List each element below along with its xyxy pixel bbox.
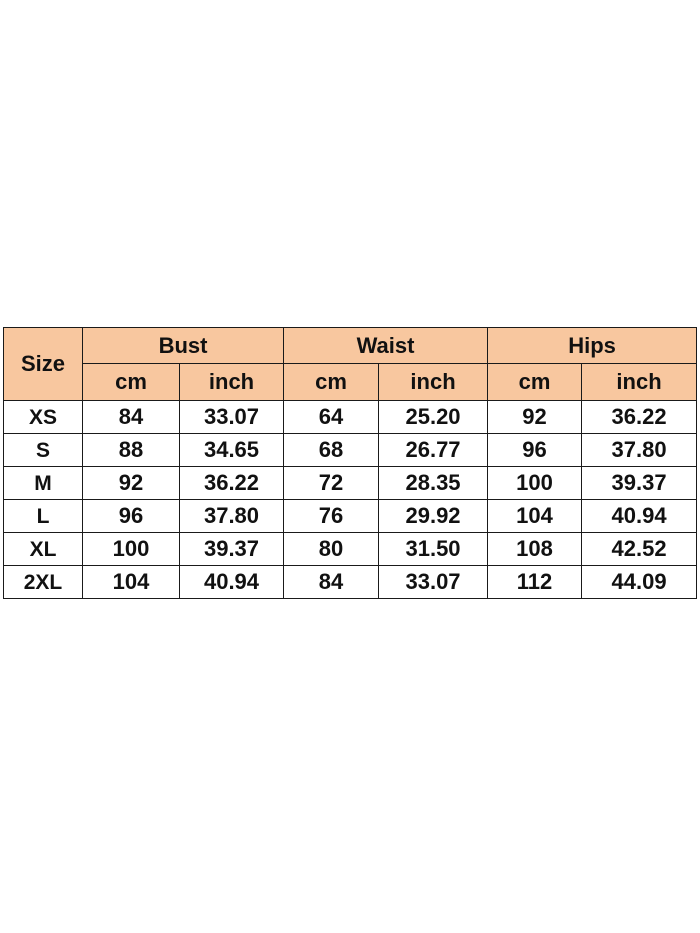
hips-inch-cell: 37.80 <box>582 434 697 467</box>
bust-inch-cell: 39.37 <box>180 533 284 566</box>
size-cell: S <box>4 434 83 467</box>
hips-inch-cell: 36.22 <box>582 401 697 434</box>
waist-inch-header: inch <box>379 364 488 401</box>
size-cell: M <box>4 467 83 500</box>
hips-cm-header: cm <box>488 364 582 401</box>
waist-group-header: Waist <box>284 328 488 364</box>
hips-cm-cell: 108 <box>488 533 582 566</box>
size-cell: 2XL <box>4 566 83 599</box>
bust-cm-cell: 100 <box>83 533 180 566</box>
size-cell: L <box>4 500 83 533</box>
waist-cm-header: cm <box>284 364 379 401</box>
size-cell: XS <box>4 401 83 434</box>
bust-inch-header: inch <box>180 364 284 401</box>
bust-inch-cell: 36.22 <box>180 467 284 500</box>
bust-cm-cell: 104 <box>83 566 180 599</box>
table-row <box>4 566 697 599</box>
hips-cm-cell: 92 <box>488 401 582 434</box>
waist-inch-cell: 29.92 <box>379 500 488 533</box>
bust-cm-header: cm <box>83 364 180 401</box>
waist-inch-cell: 26.77 <box>379 434 488 467</box>
hips-cm-cell: 100 <box>488 467 582 500</box>
size-cell: XL <box>4 533 83 566</box>
hips-cm-cell: 112 <box>488 566 582 599</box>
hips-inch-header: inch <box>582 364 697 401</box>
bust-cm-cell: 84 <box>83 401 180 434</box>
header-group-row <box>4 328 697 364</box>
waist-cm-cell: 84 <box>284 566 379 599</box>
bust-inch-cell: 33.07 <box>180 401 284 434</box>
size-column-header: Size <box>4 328 83 401</box>
waist-cm-cell: 72 <box>284 467 379 500</box>
bust-cm-cell: 96 <box>83 500 180 533</box>
waist-inch-cell: 33.07 <box>379 566 488 599</box>
table-row <box>4 434 697 467</box>
table-row <box>4 500 697 533</box>
waist-cm-cell: 80 <box>284 533 379 566</box>
waist-cm-cell: 68 <box>284 434 379 467</box>
waist-inch-cell: 25.20 <box>379 401 488 434</box>
bust-cm-cell: 92 <box>83 467 180 500</box>
bust-inch-cell: 40.94 <box>180 566 284 599</box>
waist-inch-cell: 31.50 <box>379 533 488 566</box>
bust-cm-cell: 88 <box>83 434 180 467</box>
table-row <box>4 533 697 566</box>
size-table <box>3 327 697 599</box>
hips-group-header: Hips <box>488 328 697 364</box>
table-header <box>4 328 697 401</box>
waist-cm-cell: 64 <box>284 401 379 434</box>
waist-inch-cell: 28.35 <box>379 467 488 500</box>
hips-inch-cell: 42.52 <box>582 533 697 566</box>
table-row <box>4 401 697 434</box>
hips-inch-cell: 39.37 <box>582 467 697 500</box>
hips-inch-cell: 44.09 <box>582 566 697 599</box>
size-chart <box>3 327 696 599</box>
bust-group-header: Bust <box>83 328 284 364</box>
bust-inch-cell: 37.80 <box>180 500 284 533</box>
table-row <box>4 467 697 500</box>
bust-inch-cell: 34.65 <box>180 434 284 467</box>
table-body <box>4 401 697 599</box>
hips-cm-cell: 104 <box>488 500 582 533</box>
hips-inch-cell: 40.94 <box>582 500 697 533</box>
hips-cm-cell: 96 <box>488 434 582 467</box>
header-unit-row <box>4 364 697 401</box>
waist-cm-cell: 76 <box>284 500 379 533</box>
